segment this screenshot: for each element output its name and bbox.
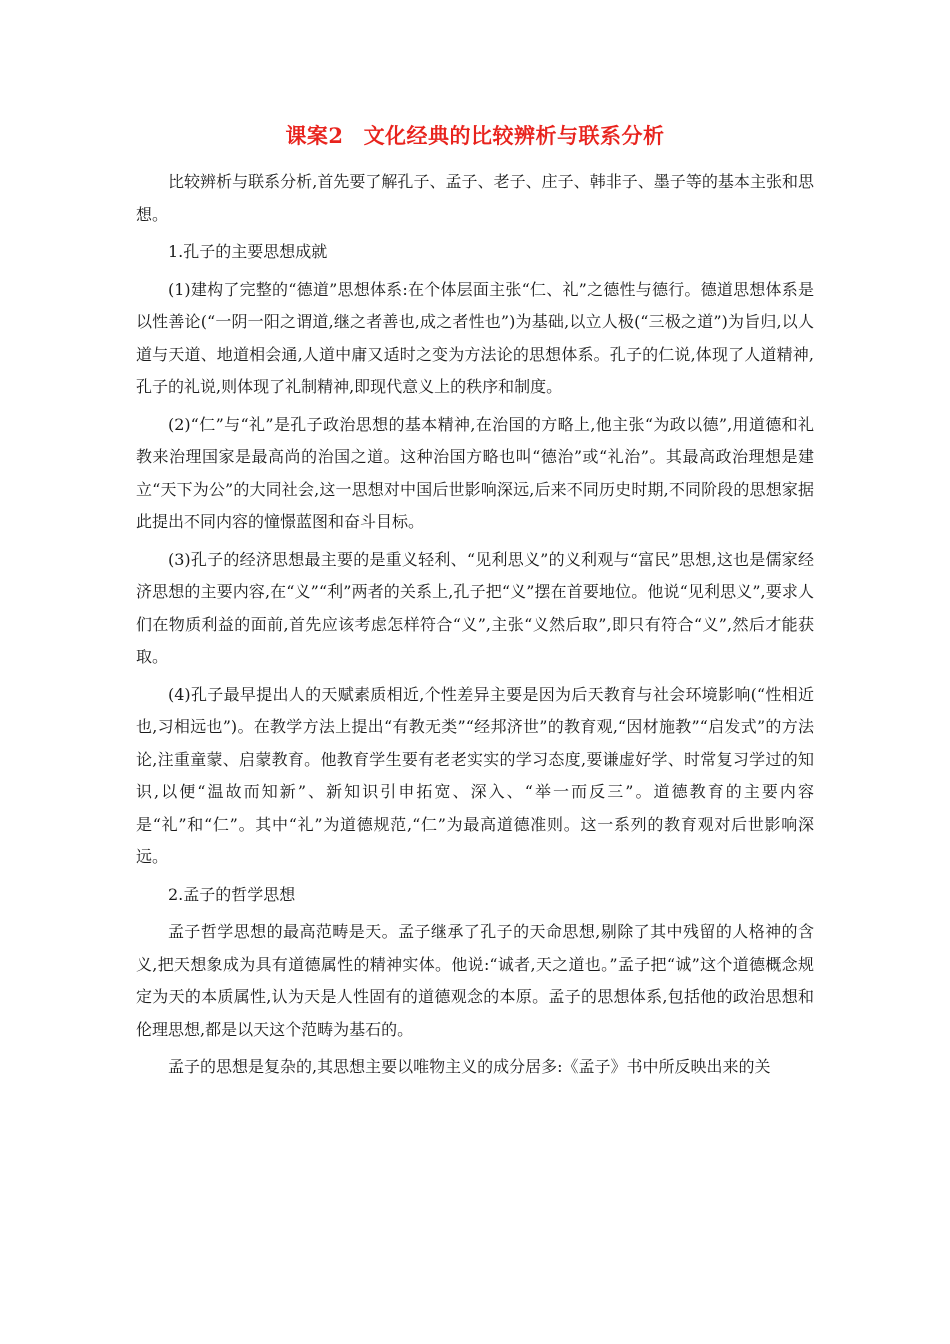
intro-paragraph: 比较辨析与联系分析,首先要了解孔子、孟子、老子、庄子、韩非子、墨子等的基本主张和思想。 — [136, 172, 814, 224]
title-main: 文化经典的比较辨析与联系分析 — [363, 123, 665, 148]
mencius-paragraph-2: 孟子的思想是复杂的,其思想主要以唯物主义的成分居多:《孟子》书中所反映出来的关 — [168, 1057, 771, 1076]
section-heading-confucius: 1.孔子的主要思想成就 — [168, 242, 328, 261]
confucius-paragraph-2: (2)“仁”与“礼”是孔子政治思想的基本精神,在治国的方略上,他主张“为政以德”,用道德和礼教来治理国家是最高尚的治国之道。这种治国方略也叫“德治”或“礼治”。其最高政治理想是建立“天下为公”的大同社会,这一思想对中国后世影响深远,后来不同历史时期,不同阶段的思想家据此提出不同内容的憧憬蓝图和奋斗目标。 — [136, 414, 814, 531]
mencius-paragraph-1: 孟子哲学思想的最高范畴是天。孟子继承了孔子的天命思想,剔除了其中残留的人格神的含义,把天想象成为具有道德属性的精神实体。他说:“诚者,天之道也。”孟子把“诚”这个道德概念规定为天的本质属性,认为天是人性固有的道德观念的本原。孟子的思想体系,包括他的政治思想和伦理思想,都是以天这个范畴为基石的。 — [136, 922, 814, 1039]
document-title — [136, 118, 814, 154]
title-prefix: 课案2 — [285, 123, 344, 148]
confucius-paragraph-1: (1)建构了完整的“德道”思想体系:在个体层面主张“仁、礼”之德性与德行。德道思想体系是以性善论(“一阴一阳之谓道,继之者善也,成之者性也”)为基础,以立人极(“三极之道”)为旨归,以人道与天道、地道相会通,人道中庸又适时之变为方法论的思想体系。孔子的仁说,体现了人道精神,孔子的礼说,则体现了礼制精神,即现代意义上的秩序和制度。 — [136, 279, 814, 396]
document-page — [136, 118, 814, 1089]
confucius-paragraph-3: (3)孔子的经济思想最主要的是重义轻利、“见利思义”的义利观与“富民”思想,这也是儒家经济思想的主要内容,在“义”“利”两者的关系上,孔子把“义”摆在首要地位。他说“见利思义”,要求人们在物质利益的面前,首先应该考虑怎样符合“义”,主张“义然后取”,即只有符合“义”,然后才能获取。 — [136, 549, 814, 666]
section-heading-mencius: 2.孟子的哲学思想 — [168, 884, 296, 904]
confucius-paragraph-4: (4)孔子最早提出人的天赋素质相近,个性差异主要是因为后天教育与社会环境影响(“性相近也,习相远也”)。在教学方法上提出“有教无类”“经邦济世”的教育观,“因材施教”“启发式”的方法论,注重童蒙、启蒙教育。他教育学生要有老老实实的学习态度,要谦虚好学、时常复习学过的知识,以便“温故而知新”、新知识引申拓宽、深入、“举一而反三”。道德教育的主要内容是“礼”和“仁”。其中“礼”为道德规范,“仁”为最高道德准则。这一系列的教育观对后世影响深远。 — [136, 684, 814, 866]
